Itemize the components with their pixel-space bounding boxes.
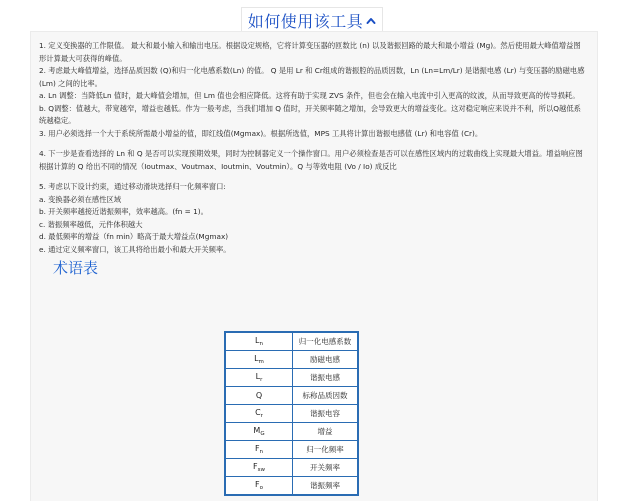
- glossary-symbol: [225, 369, 293, 387]
- header: [0, 0, 624, 34]
- glossary-symbol-subscript: G: [260, 431, 265, 437]
- instruction-step-1: 1. 定义变换器的工作限值。 最大和最小输入和输出电压。根据设定规格，它将计算变压器的匝数比 (n) 以及谐振回路的最大和最小增益 (Mg)。然后使用最大峰值增益图形计算最大可获得的峰值。: [39, 41, 581, 63]
- glossary-symbol-main: M: [253, 426, 261, 435]
- glossary-definition: 谐振频率: [293, 477, 359, 496]
- instruction-step-2: 2. 考虑最大峰值增益，选择品质因数 (Q)和归一化电感系数(Ln) 的值。 Q 是用 Lr 和 Cr组成的谐振腔的品质因数，Ln (Ln=Lm/Lr) 是谐振电感 (Lr) 与变压器的励磁电感 (Lm) 之间的比率。: [39, 66, 585, 88]
- glossary-row: [225, 441, 358, 459]
- glossary-symbol-main: F: [254, 444, 260, 453]
- glossary-row: [225, 459, 358, 477]
- instruction-step-2a: a. Ln 调整：当降低Ln 值时，最大峰值会增加，但 Lm 值也会相应降低。这将有助于实现 ZVS 条件，但也会在输入电流中引入更高的纹波，从而导致更高的传导损耗。: [39, 91, 580, 100]
- constraint-c: c. 谐振频率越低，元件体积越大: [39, 219, 143, 229]
- glossary-row: [225, 423, 358, 441]
- glossary-symbol-subscript: n: [259, 449, 264, 455]
- glossary-symbol-subscript: r: [260, 377, 263, 383]
- glossary-symbol: [225, 351, 293, 369]
- glossary-definition: 谐振电容: [293, 405, 359, 423]
- glossary-definition: 开关频率: [293, 459, 359, 477]
- glossary-row: [225, 369, 358, 387]
- glossary-symbol: [225, 387, 293, 405]
- glossary-symbol-subscript: n: [259, 341, 263, 347]
- glossary-title: 术语表: [53, 259, 99, 277]
- glossary-symbol: [225, 405, 293, 423]
- glossary-symbol-main: L: [254, 354, 259, 363]
- glossary-symbol-main: L: [255, 372, 261, 381]
- glossary-symbol-subscript: sw: [257, 467, 265, 473]
- glossary-definition: 谐振电感: [293, 369, 359, 387]
- instruction-step-5: 5. 考虑以下设计约束，通过移动滑块选择归一化频率窗口:: [39, 182, 226, 191]
- constraint-d: d. 最低频率的增益（fn min）略高于最大增益点(Mgmax): [39, 232, 229, 241]
- instruction-step-4: 4. 下一步是查看选择的 Ln 和 Q 是否可以实现预期效果，同时为控制器定义一个操作窗口。用户必须检查是否可以在感性区域内的过载曲线上实现最大增益。增益响应图根据计算的 Q 给出不同的情况（Ioutmax、Voutmax、Ioutmin、Voutmin）。Q 与等效电阻 (Vo / Io) 成反比: [39, 149, 583, 171]
- glossary-definition: 标称品质因数: [293, 387, 359, 405]
- how-to-use-title: 如何使用该工具: [247, 12, 364, 31]
- glossary-symbol-main: C: [255, 408, 261, 417]
- glossary-symbol: [225, 441, 293, 459]
- glossary-row: [225, 405, 358, 423]
- glossary-symbol: [225, 423, 293, 441]
- glossary-symbol-main: L: [255, 336, 260, 345]
- glossary-row: [225, 332, 358, 351]
- glossary-row: [225, 351, 358, 369]
- instructions-panel: [30, 31, 598, 501]
- glossary-definition: 增益: [293, 423, 359, 441]
- glossary-symbol: [225, 459, 293, 477]
- glossary-row: [225, 387, 358, 405]
- glossary-row: [225, 477, 358, 496]
- glossary-symbol-subscript: o: [259, 485, 263, 491]
- glossary-symbol-subscript: m: [258, 359, 264, 365]
- constraint-b: b. 开关频率越接近谐振频率，效率越高。(fn = 1)。: [39, 207, 208, 216]
- instruction-step-2b: b. Q调整：值越大，带宽越窄，增益也越低。作为一般考虑，当我们增加 Q 值时，开关频率随之增加，会导致更大的增益变化。这对稳定响应来说并不利，所以Q越低系统越稳定。: [39, 103, 581, 125]
- chevron-up-icon: [366, 16, 376, 26]
- glossary-definition: 归一化频率: [293, 441, 359, 459]
- glossary-symbol: [225, 332, 293, 351]
- glossary-table: [224, 331, 359, 496]
- glossary-symbol-subscript: r: [260, 413, 263, 419]
- glossary-symbol: [225, 477, 293, 496]
- instructions-content: [31, 32, 597, 281]
- glossary-symbol-main: Q: [255, 391, 263, 400]
- glossary-definition: 归一化电感系数: [293, 332, 359, 351]
- constraint-a: a. 变换器必须在感性区域: [39, 194, 122, 204]
- glossary-symbol-main: F: [255, 480, 260, 489]
- glossary-symbol-main: F: [253, 462, 258, 471]
- glossary-definition: 励磁电感: [293, 351, 359, 369]
- constraint-e: e. 通过定义频率窗口，该工具将给出最小和最大开关频率。: [39, 244, 231, 254]
- instruction-step-3: 3. 用户必须选择一个大于系统所需最小增益的值，即红线值(Mgmax)。根据所选值，MPS 工具将计算出谐振电感值 (Lr) 和电容值 (Cr)。: [39, 128, 483, 138]
